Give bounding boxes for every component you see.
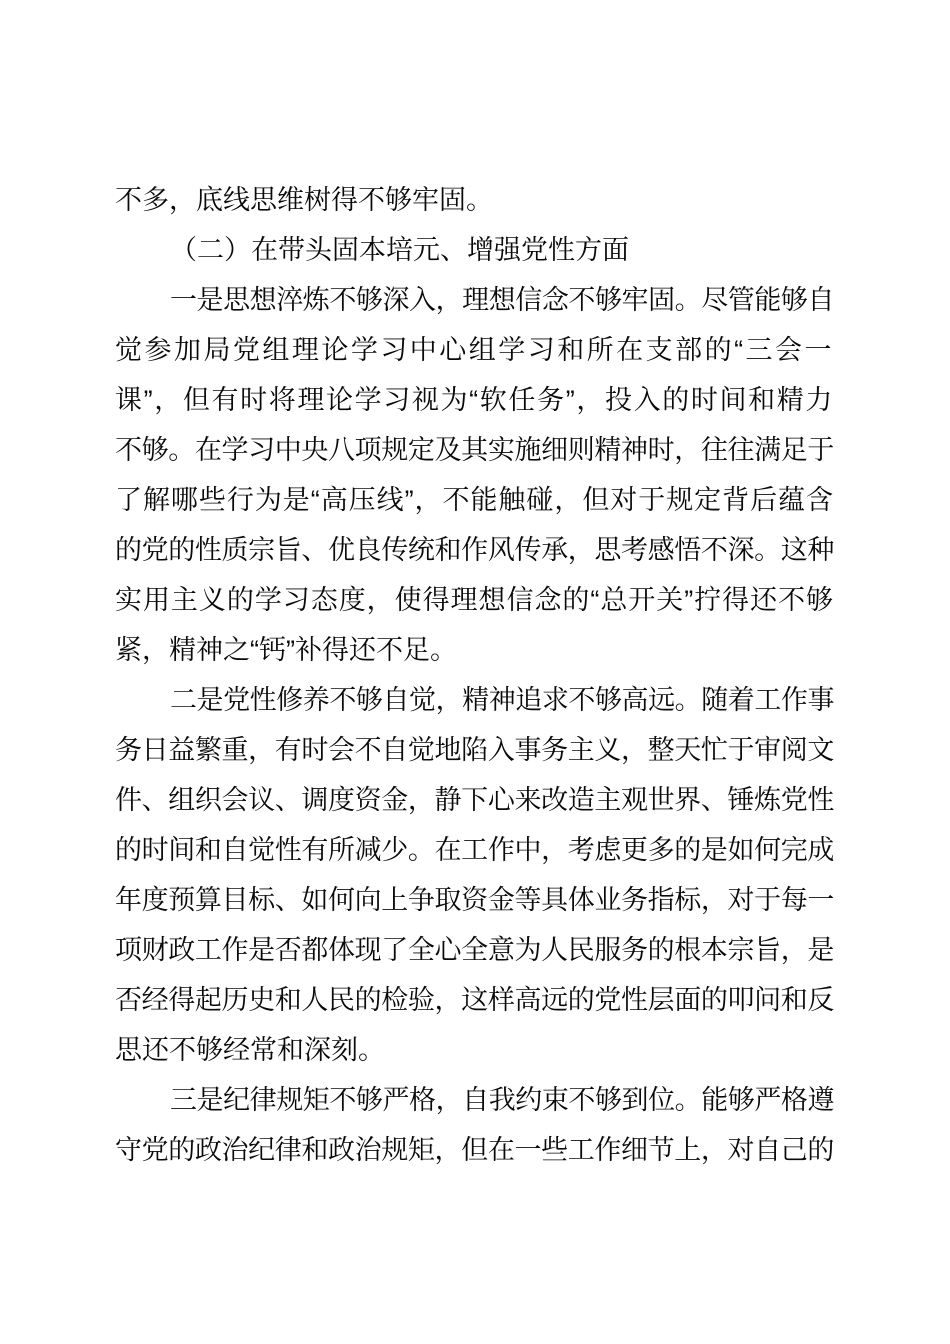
line-text: 一是思想淬炼不够深入，理想信念不够牢固。尽管能够自: [170, 285, 834, 315]
text-line: [115, 875, 834, 925]
text-line: [115, 1125, 834, 1175]
text-line: [115, 475, 834, 525]
paragraph-one: [115, 275, 834, 675]
line-text: 的党的性质宗旨、优良传统和作风传承，思考感悟不深。这种: [115, 535, 834, 565]
line-text: 觉参加局党组理论学习中心组学习和所在支部的“三会一: [115, 335, 834, 365]
line-text: 不够。在学习中央八项规定及其实施细则精神时，往往满足于: [115, 435, 834, 465]
text-line: [115, 175, 834, 225]
line-text: 否经得起历史和人民的检验，这样高远的党性层面的叩问和反: [115, 985, 834, 1015]
text-line: [115, 525, 834, 575]
text-line: [115, 675, 834, 725]
text-line: [115, 375, 834, 425]
text-line: [115, 625, 834, 675]
paragraph-two: [115, 675, 834, 1075]
line-text: 年度预算目标、如何向上争取资金等具体业务指标，对于每一: [115, 885, 834, 915]
text-line: [115, 575, 834, 625]
line-text: 实用主义的学习态度，使得理想信念的“总开关”拧得还不够: [115, 585, 834, 615]
line-text: 的时间和自觉性有所减少。在工作中，考虑更多的是如何完成: [115, 835, 834, 865]
text-line: [115, 1075, 834, 1125]
line-text: 务日益繁重，有时会不自觉地陷入事务主义，整天忙于审阅文: [115, 735, 834, 765]
text-line: [115, 1025, 834, 1075]
line-text: 思还不够经常和深刻。: [115, 1035, 385, 1065]
text-line: [115, 425, 834, 475]
line-text: 了解哪些行为是“高压线”，不能触碰，但对于规定背后蕴含: [115, 485, 834, 515]
section-heading: [115, 225, 834, 275]
text-line: [115, 325, 834, 375]
line-text: 二是党性修养不够自觉，精神追求不够高远。随着工作事: [170, 685, 834, 715]
line-text: 三是纪律规矩不够严格，自我约束不够到位。能够严格遵: [170, 1085, 834, 1115]
text-line: [115, 975, 834, 1025]
text-line: [115, 725, 834, 775]
text-line: [115, 825, 834, 875]
line-text: 不多，底线思维树得不够牢固。: [115, 185, 493, 215]
line-text: 课”，但有时将理论学习视为“软任务”，投入的时间和精力: [115, 385, 834, 415]
paragraph-three: [115, 1075, 834, 1175]
line-text: 守党的政治纪律和政治规矩，但在一些工作细节上，对自己的: [115, 1135, 834, 1165]
text-line: [115, 275, 834, 325]
document-text-column: [115, 175, 834, 1175]
heading-line: [115, 225, 834, 275]
line-text: （二）在带头固本培元、增强党性方面: [170, 235, 629, 265]
paragraph-continuation: [115, 175, 834, 225]
text-line: [115, 925, 834, 975]
line-text: 件、组织会议、调度资金，静下心来改造主观世界、锤炼党性: [115, 785, 834, 815]
text-line: [115, 775, 834, 825]
line-text: 紧，精神之“钙”补得还不足。: [115, 635, 457, 665]
line-text: 项财政工作是否都体现了全心全意为人民服务的根本宗旨，是: [115, 935, 834, 965]
